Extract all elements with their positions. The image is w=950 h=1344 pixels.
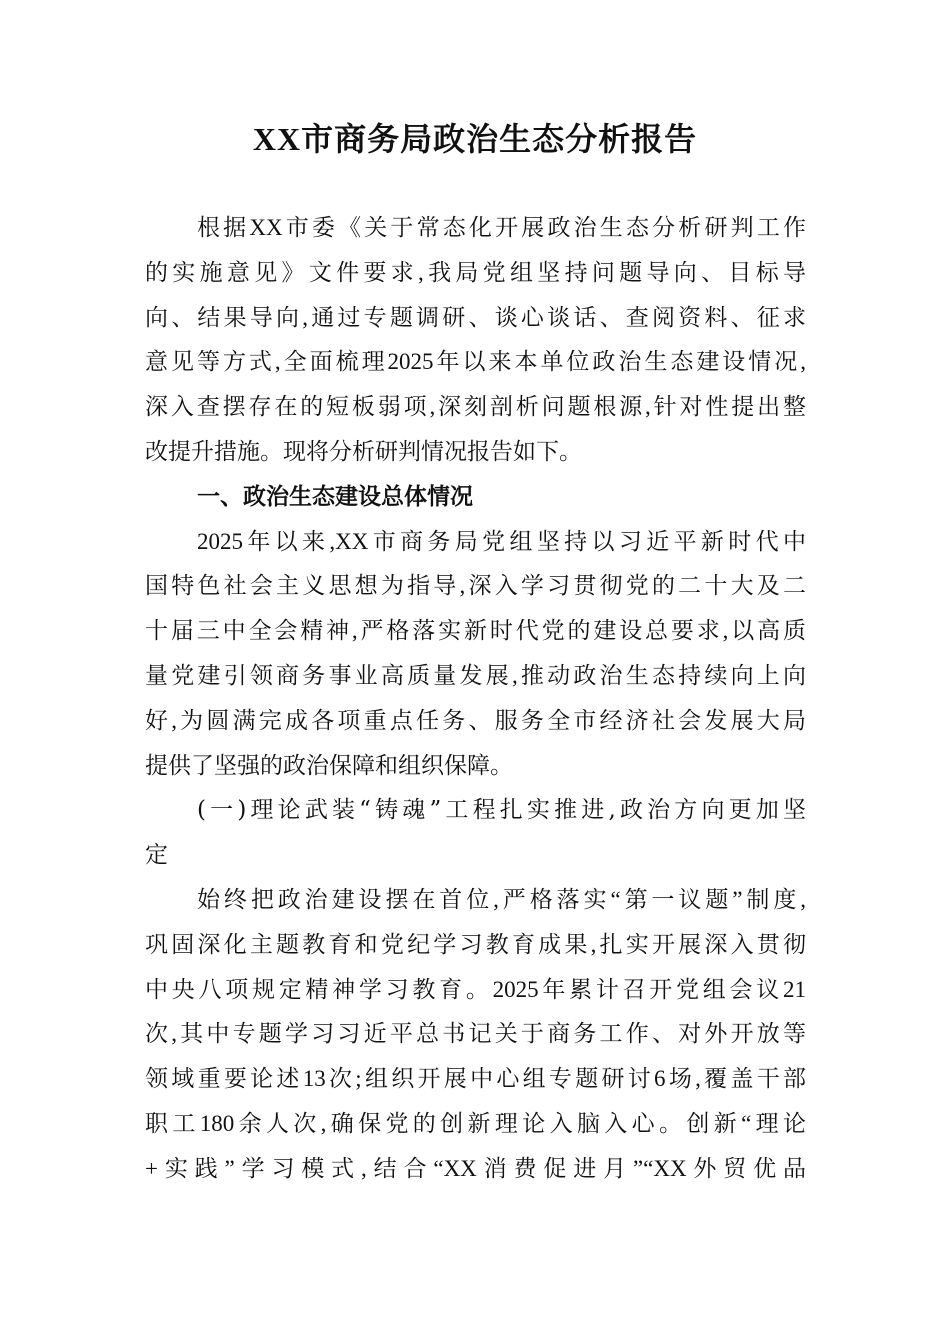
text-line: 巩固深化主题教育和党纪学习教育成果,扎实开展深入贯彻: [145, 931, 806, 957]
text-line: 次,其中专题学习习近平总书记关于商务工作、对外开放等: [145, 1021, 806, 1047]
text-line: 深入查摆存在的短板弱项,深刻剖析问题根源,针对性提出整: [145, 394, 806, 420]
document-title: XX市商务局政治生态分析报告: [252, 121, 698, 157]
text-line: 始终把政治建设摆在首位,严格落实“第一议题”制度,: [197, 886, 806, 912]
text-line: 改提升措施。现将分析研判情况报告如下。: [145, 438, 582, 464]
text-line: 意见等方式,全面梳理2025年以来本单位政治生态建设情况,: [145, 349, 806, 375]
text-line: 定: [145, 842, 168, 869]
text-line: 2025年以来,XX市商务局党组坚持以习近平新时代中: [197, 528, 806, 554]
paragraph: [145, 206, 806, 475]
paragraph: [145, 520, 806, 789]
text-line: 一、政治生态建设总体情况: [197, 483, 473, 509]
text-line: 提供了坚强的政治保障和组织保障。: [145, 752, 513, 778]
paragraph: [145, 878, 806, 1192]
text-line: 领域重要论述13次;组织开展中心组专题研讨6场,覆盖干部: [145, 1066, 806, 1092]
text-line: 中央八项规定精神学习教育。2025年累计召开党组会议21: [145, 976, 806, 1002]
text-line: 量党建引领商务事业高质量发展,推动政治生态持续向上向: [145, 662, 806, 688]
text-line: 十届三中全会精神,严格落实新时代党的建设总要求,以高质: [145, 618, 806, 644]
text-line: 根据XX市委《关于常态化开展政治生态分析研判工作: [197, 215, 806, 240]
text-line: 好,为圆满完成各项重点任务、服务全市经济社会发展大局: [145, 707, 806, 733]
section-heading: [145, 475, 806, 520]
text-line: 国特色社会主义思想为指导,深入学习贯彻党的二十大及二: [145, 573, 806, 599]
text-line: 向、结果导向,通过专题调研、谈心谈话、查阅资料、征求: [145, 304, 806, 330]
document-body: [145, 206, 806, 1192]
subsection-heading: [145, 788, 806, 878]
text-line: 职工180余人次,确保党的创新理论入脑入心。创新“理论: [145, 1110, 806, 1136]
text-line: (一)理论武装“铸魂”工程扎实推进,政治方向更加坚: [197, 797, 806, 824]
text-line: 的实施意见》文件要求,我局党组坚持问题导向、目标导: [145, 259, 806, 285]
text-line: +实践”学习模式,结合“XX消费促进月”“XX外贸优品: [145, 1155, 806, 1181]
